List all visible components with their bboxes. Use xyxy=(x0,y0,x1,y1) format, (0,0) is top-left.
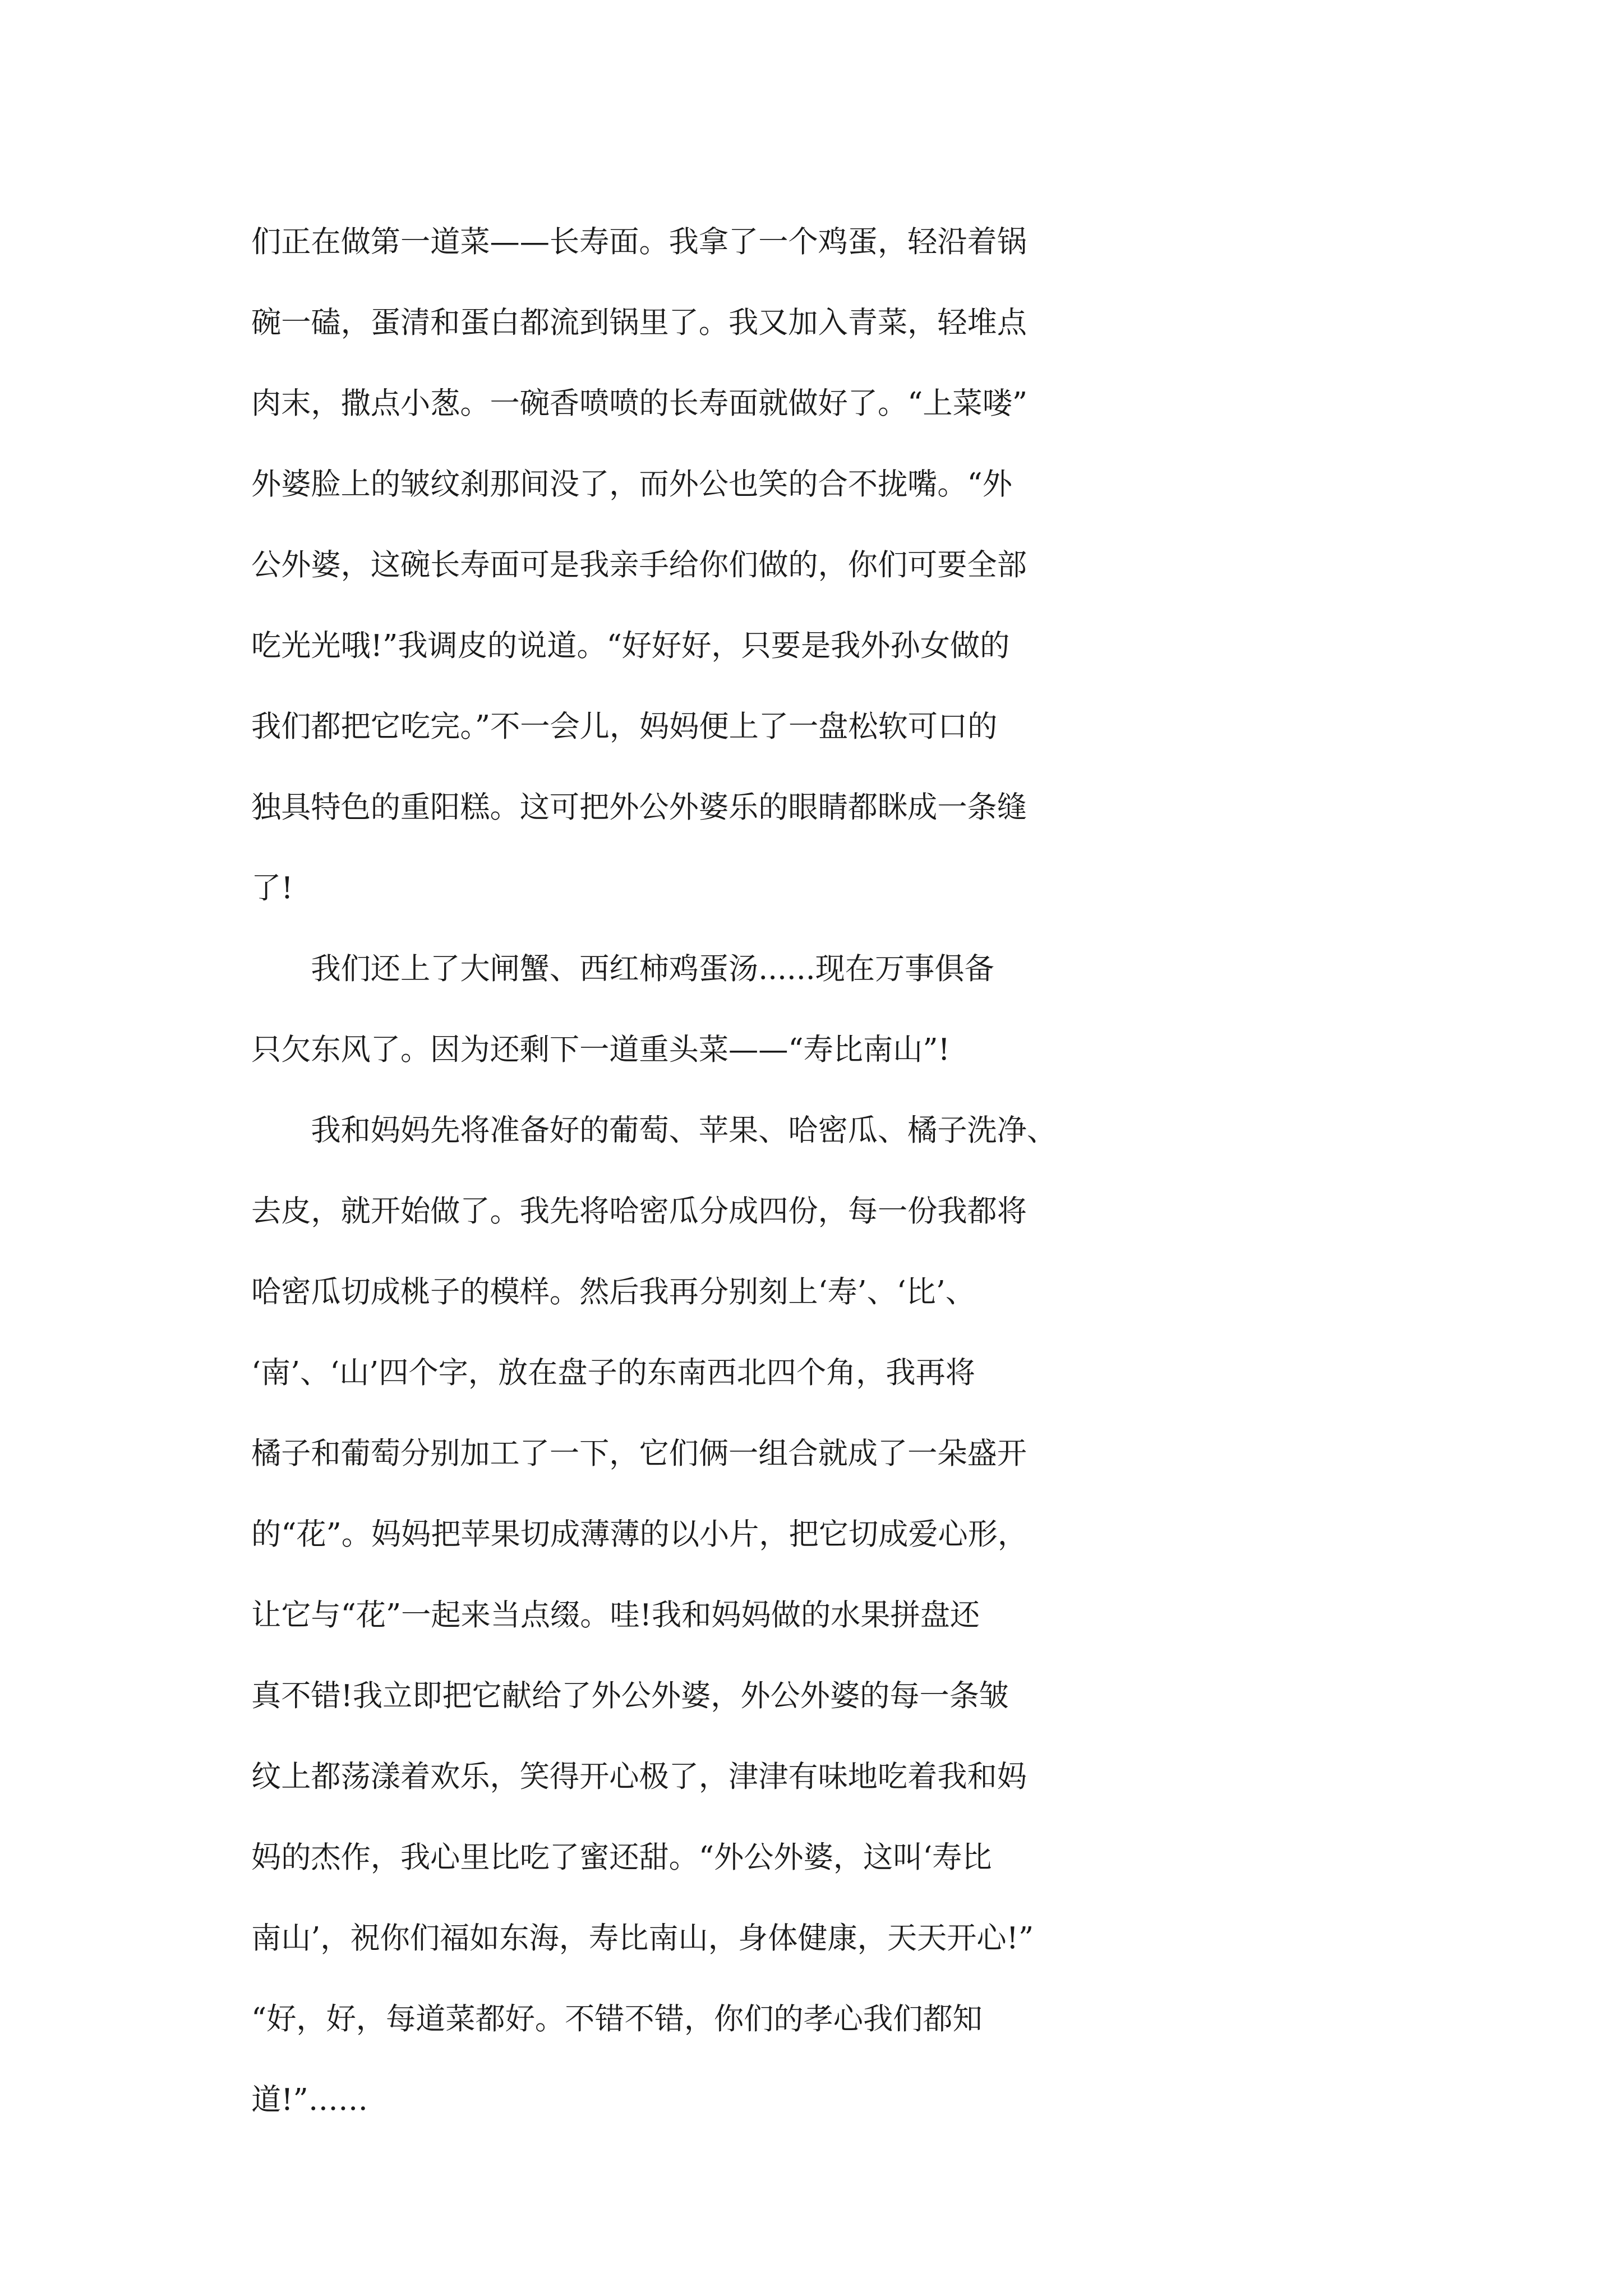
text-line-8: 独具特色的重阳糕。这可把外公外婆乐的眼睛都眯成一条缝 xyxy=(251,790,1027,825)
text-line-6: 吃光光哦!”我调皮的说道。“好好好，只要是我外孙女做的 xyxy=(251,628,1010,663)
text-line-7: 我们都把它吃完。”不一会儿，妈妈便上了一盘松软可口的 xyxy=(251,709,998,744)
text-line-18: 让它与“花”一起来当点缀。哇!我和妈妈做的水果拼盘还 xyxy=(251,1598,980,1632)
text-line-12: 我和妈妈先将准备好的葡萄、苹果、哈密瓜、橘子洗净、 xyxy=(251,1113,1057,1148)
text-line-3: 肉末，撒点小葱。一碗香喷喷的长寿面就做好了。“上菜喽” xyxy=(251,386,1028,421)
text-line-5: 公外婆，这碗长寿面可是我亲手给你们做的，你们可要全部 xyxy=(251,547,1027,582)
text-line-9: 了! xyxy=(251,871,293,905)
text-line-19: 真不错!我立即把它献给了外公外婆，外公外婆的每一条皱 xyxy=(251,1678,1009,1713)
text-line-15: ‘南’、‘山’四个字，放在盘子的东南西北四个角，我再将 xyxy=(251,1355,975,1390)
text-line-20: 纹上都荡漾着欢乐，笑得开心极了，津津有味地吃着我和妈 xyxy=(251,1759,1027,1794)
text-line-22: 南山’，祝你们福如东海，寿比南山，身体健康，天天开心!” xyxy=(251,1921,1034,1955)
text-line-23: “好，好，每道菜都好。不错不错，你们的孝心我们都知 xyxy=(251,2001,983,2036)
text-line-10: 我们还上了大闸蟹、西红柿鸡蛋汤......现在万事俱备 xyxy=(251,951,994,986)
text-line-14: 哈密瓜切成桃子的模样。然后我再分别刻上‘寿’、‘比’、 xyxy=(251,1274,975,1309)
text-line-2: 碗一磕，蛋清和蛋白都流到锅里了。我又加入青菜，轻堆点 xyxy=(251,305,1027,340)
text-line-16: 橘子和葡萄分别加工了一下，它们俩一组合就成了一朵盛开 xyxy=(251,1436,1027,1471)
text-line-13: 去皮，就开始做了。我先将哈密瓜分成四份，每一份我都将 xyxy=(251,1194,1027,1228)
text-line-1: 们正在做第一道菜——长寿面。我拿了一个鸡蛋，轻沿着锅 xyxy=(251,224,1027,259)
text-line-17: 的“花”。妈妈把苹果切成薄薄的以小片，把它切成爱心形， xyxy=(251,1517,1028,1552)
text-line-11: 只欠东风了。因为还剩下一道重头菜——“寿比南山”! xyxy=(251,1032,950,1067)
text-line-21: 妈的杰作，我心里比吃了蜜还甜。“外公外婆，这叫‘寿比 xyxy=(251,1840,992,1875)
text-line-24: 道!”…… xyxy=(251,2082,368,2117)
text-line-4: 外婆脸上的皱纹刹那间没了，而外公也笑的合不拢嘴。“外 xyxy=(251,467,1012,501)
